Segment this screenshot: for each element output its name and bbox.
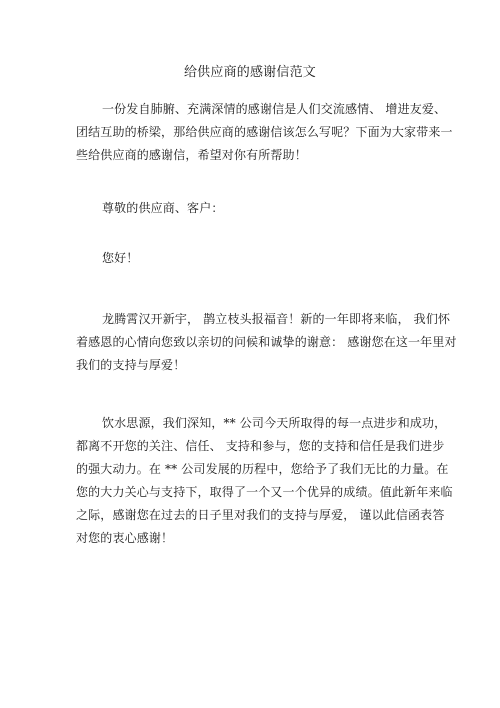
- intro-paragraph: [76, 98, 453, 167]
- salutation-text: 尊敬的供应商、客户：: [102, 201, 224, 215]
- paragraph-line: 着感恩的心情向您致以亲切的问候和诚挚的谢意： 感谢您在这一年里对: [76, 335, 457, 349]
- greeting-text: 您好！: [102, 251, 139, 265]
- intro-line: 一份发自肺腑、充满深情的感谢信是人们交流感情、 增进友爱、: [102, 102, 447, 116]
- paragraph-line: 龙腾霄汉开新宇， 鹊立枝头报福音！新的一年即将来临， 我们怀: [102, 312, 451, 326]
- paragraph-line: 的强大动力。在 ** 公司发展的历程中，您给予了我们无比的力量。在: [76, 462, 449, 476]
- body-paragraph-1: [76, 308, 457, 377]
- intro-line: 团结互助的桥梁，那给供应商的感谢信该怎么写呢？下面为大家带来一: [76, 125, 453, 139]
- document-title: 给供应商的感谢信范文: [183, 65, 316, 80]
- paragraph-line: 对您的衷心感谢！: [76, 531, 174, 545]
- body-paragraph-2: [76, 412, 453, 550]
- paragraph-line: 都离不开您的关注、信任、 支持和参与，您的支持和信任是我们进步: [76, 439, 445, 453]
- paragraph-line: 您的大力关心与支持下，取得了一个又一个优异的成绩。值此新年来临: [76, 485, 453, 499]
- salutation: [76, 197, 416, 220]
- greeting: [76, 247, 416, 270]
- paragraph-line: 饮水思源，我们深知，** 公司今天所取得的每一点进步和成功，: [102, 416, 447, 430]
- intro-line: 些给供应商的感谢信，希望对你有所帮助！: [76, 148, 307, 162]
- paragraph-line: 我们的支持与厚爱！: [76, 358, 186, 372]
- paragraph-line: 之际，感谢您在过去的日子里对我们的支持与厚爱， 谨以此信函表答: [76, 508, 445, 522]
